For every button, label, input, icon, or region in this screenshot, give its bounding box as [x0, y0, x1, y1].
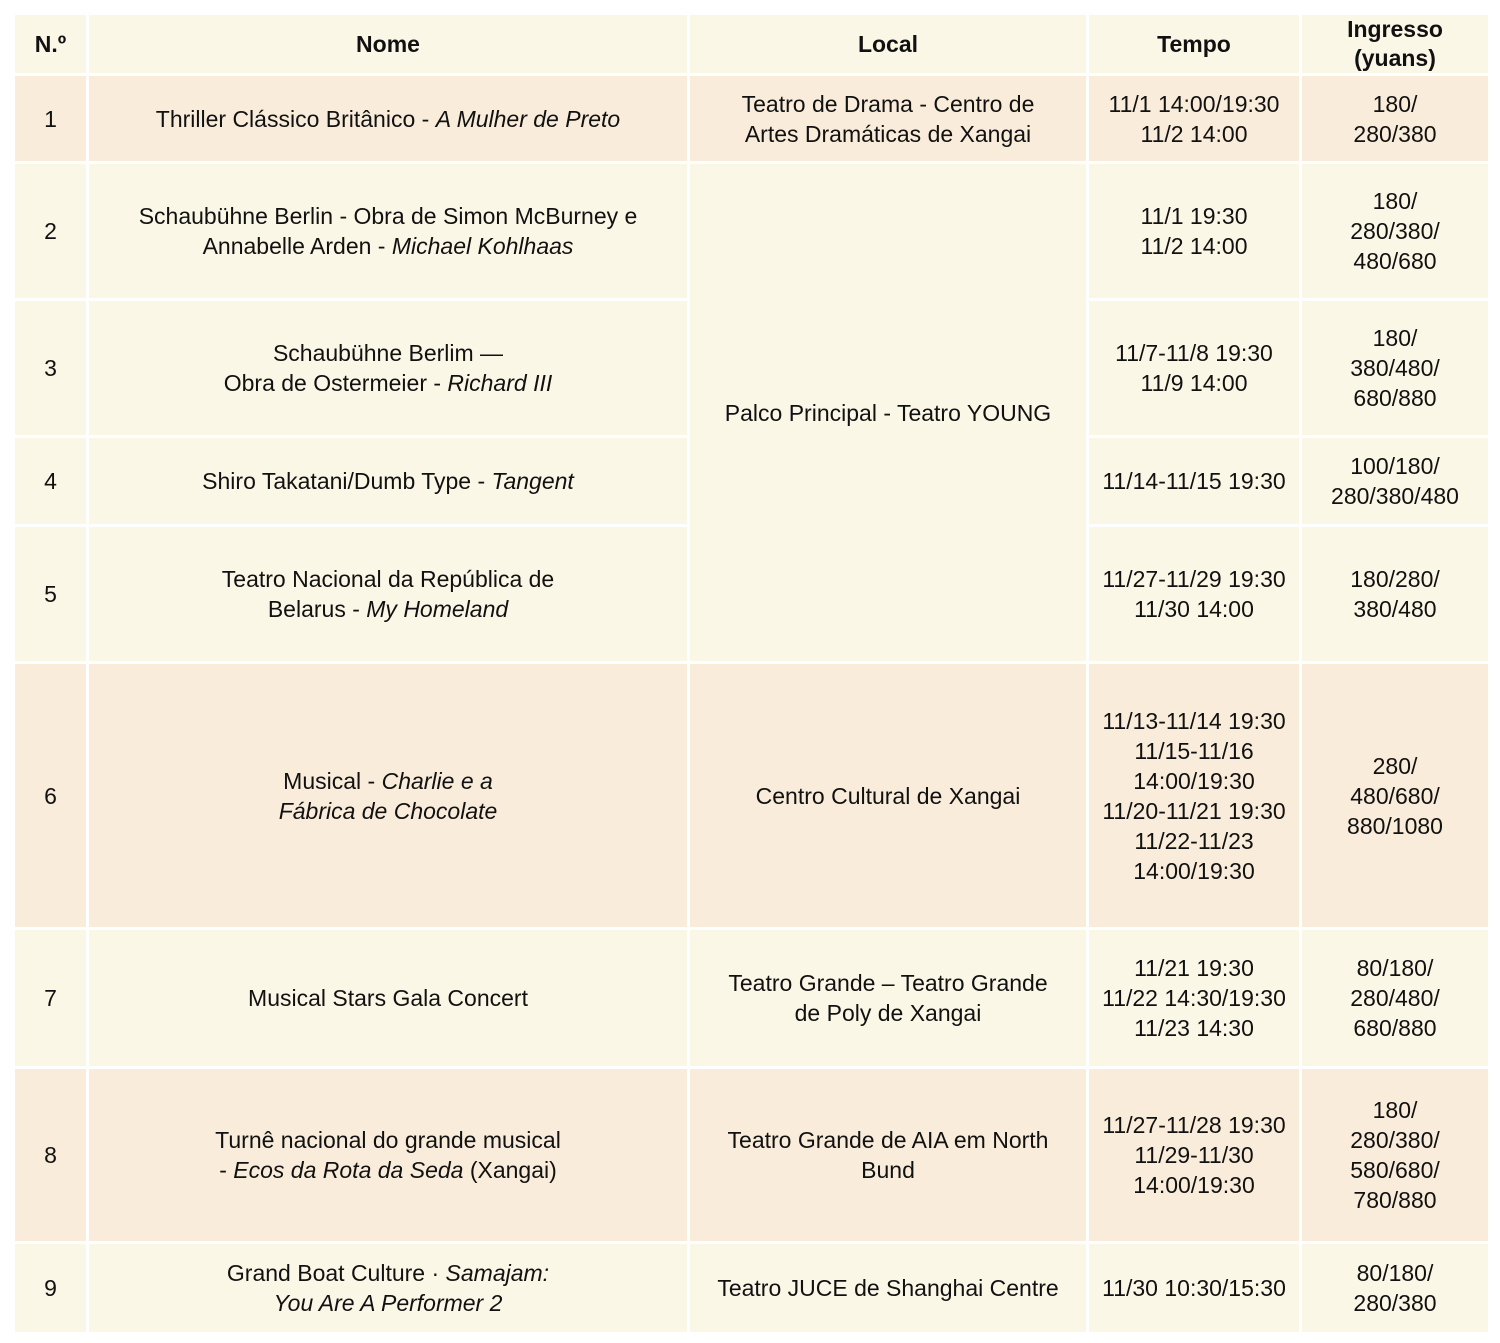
- ticket-prices: [1301, 75, 1490, 163]
- ticket-prices: [1301, 163, 1490, 300]
- ticket-prices: [1301, 663, 1490, 929]
- header-row: [14, 14, 1490, 75]
- time-line: 11/30 14:00: [1134, 596, 1254, 622]
- show-name: [88, 437, 689, 526]
- header-ingresso: [1301, 14, 1490, 75]
- ticket-prices: [1301, 526, 1490, 663]
- venue: [689, 1243, 1088, 1334]
- venue-line: de Poly de Xangai: [794, 1000, 982, 1026]
- show-name-text: -: [219, 1157, 234, 1183]
- table-row: [14, 75, 1490, 163]
- time-line: 11/27-11/28 19:30: [1102, 1112, 1286, 1138]
- price-line: 280/: [1372, 752, 1418, 779]
- venue-line: Centro Cultural de Xangai: [755, 782, 1021, 809]
- venue-line: Palco Principal - Teatro YOUNG: [724, 399, 1052, 426]
- show-times: [1088, 437, 1301, 526]
- ticket-prices: [1301, 1243, 1490, 1334]
- show-name-text: Turnê nacional do grande musical: [215, 1127, 561, 1153]
- time-line: 14:00/19:30: [1133, 857, 1255, 884]
- time-line: 11/1 19:30: [1140, 203, 1248, 229]
- time-line: 14:00/19:30: [1133, 767, 1255, 794]
- time-line: 11/2 14:00: [1140, 233, 1248, 259]
- price-line: 180/: [1372, 1097, 1418, 1123]
- time-line: 11/22 14:30/19:30: [1102, 985, 1286, 1011]
- price-line: 880/1080: [1347, 812, 1443, 839]
- show-name-text: Musical Stars Gala Concert: [248, 985, 528, 1011]
- price-line: 180/: [1372, 188, 1418, 214]
- row-number: 1: [14, 75, 88, 163]
- row-number: 5: [14, 526, 88, 663]
- price-line: 280/380: [1353, 1290, 1437, 1316]
- table-row: [14, 663, 1490, 929]
- show-name: [88, 929, 689, 1068]
- time-line: 11/1 14:00/19:30: [1108, 90, 1280, 117]
- schedule-table: [12, 12, 1491, 1335]
- venue: [689, 75, 1088, 163]
- time-line: 11/29-11/30: [1134, 1142, 1254, 1168]
- row-number: 6: [14, 663, 88, 929]
- price-line: 180/: [1372, 90, 1418, 117]
- time-line: 11/27-11/29 19:30: [1102, 566, 1286, 592]
- show-title: Michael Kohlhaas: [391, 233, 574, 259]
- show-name-text: Thriller Clássico Britânico -: [155, 105, 436, 132]
- ticket-prices: [1301, 1068, 1490, 1243]
- show-name-text: Teatro Nacional da República de: [221, 566, 555, 592]
- show-name-text: (Xangai): [463, 1157, 557, 1183]
- row-number: 4: [14, 437, 88, 526]
- show-times: [1088, 663, 1301, 929]
- price-line: 480/680/: [1350, 782, 1440, 809]
- row-number: 9: [14, 1243, 88, 1334]
- venue: [689, 663, 1088, 929]
- price-line: 80/180/: [1356, 1260, 1434, 1286]
- table-row: [14, 929, 1490, 1068]
- table-row: [14, 1068, 1490, 1243]
- price-line: 680/880: [1353, 385, 1437, 411]
- show-times: [1088, 163, 1301, 300]
- ticket-prices: [1301, 300, 1490, 437]
- ticket-prices: [1301, 929, 1490, 1068]
- row-number: 2: [14, 163, 88, 300]
- venue: [689, 163, 1088, 663]
- venue-line: Teatro JUCE de Shanghai Centre: [717, 1275, 1059, 1301]
- time-line: 11/20-11/21 19:30: [1102, 797, 1286, 824]
- price-line: 80/180/: [1356, 955, 1434, 981]
- show-name-text: Annabelle Arden -: [202, 233, 392, 259]
- price-line: 480/680: [1353, 248, 1437, 274]
- time-line: 11/23 14:30: [1134, 1015, 1254, 1041]
- time-line: 11/15-11/16: [1134, 737, 1254, 764]
- show-times: [1088, 526, 1301, 663]
- show-times: [1088, 1068, 1301, 1243]
- show-name-text: Schaubühne Berlim —: [272, 340, 504, 366]
- header-local: Local: [689, 14, 1088, 75]
- time-line: 14:00/19:30: [1133, 1172, 1255, 1198]
- price-line: 280/380/: [1350, 1127, 1440, 1153]
- show-title: You Are A Performer 2: [273, 1290, 503, 1316]
- venue: [689, 1068, 1088, 1243]
- time-line: 11/30 10:30/15:30: [1102, 1275, 1286, 1301]
- price-line: 280/480/: [1350, 985, 1440, 1011]
- time-line: 11/7-11/8 19:30: [1115, 340, 1273, 366]
- venue-line: Artes Dramáticas de Xangai: [744, 120, 1032, 147]
- price-line: 180/: [1372, 325, 1418, 351]
- show-times: [1088, 75, 1301, 163]
- price-line: 100/180/: [1350, 453, 1440, 479]
- show-name-text: Grand Boat Culture ·: [226, 1260, 446, 1286]
- time-line: 11/22-11/23: [1134, 827, 1254, 854]
- show-name: [88, 526, 689, 663]
- time-line: 11/13-11/14 19:30: [1102, 707, 1286, 734]
- venue-line: Teatro Grande – Teatro Grande: [728, 970, 1048, 996]
- price-line: 380/480/: [1350, 355, 1440, 381]
- show-times: [1088, 300, 1301, 437]
- header-ingresso-line1: Ingresso: [1347, 16, 1443, 42]
- ticket-prices: [1301, 437, 1490, 526]
- price-line: 780/880: [1353, 1187, 1437, 1213]
- show-title: A Mulher de Preto: [435, 105, 621, 132]
- row-number: 7: [14, 929, 88, 1068]
- time-line: 11/2 14:00: [1140, 120, 1248, 147]
- price-line: 280/380: [1353, 120, 1437, 147]
- price-line: 580/680/: [1350, 1157, 1440, 1183]
- show-name-text: Schaubühne Berlin - Obra de Simon McBurney e: [138, 203, 638, 229]
- show-name: [88, 1243, 689, 1334]
- row-number: 8: [14, 1068, 88, 1243]
- venue-line: Teatro Grande de AIA em North: [727, 1127, 1049, 1153]
- row-number: 3: [14, 300, 88, 437]
- header-no: N.º: [14, 14, 88, 75]
- show-title: Samajam:: [445, 1260, 550, 1286]
- show-name: [88, 663, 689, 929]
- show-title: Fábrica de Chocolate: [278, 797, 498, 824]
- price-line: 380/480: [1353, 596, 1437, 622]
- show-title: Tangent: [491, 468, 574, 494]
- time-line: 11/14-11/15 19:30: [1102, 468, 1286, 494]
- time-line: 11/9 14:00: [1140, 370, 1248, 396]
- show-title: Charlie e a: [381, 767, 493, 794]
- header-tempo: Tempo: [1088, 14, 1301, 75]
- show-title: Richard III: [447, 370, 553, 396]
- venue-line: Teatro de Drama - Centro de: [741, 90, 1035, 117]
- show-name: [88, 1068, 689, 1243]
- venue-line: Bund: [861, 1157, 915, 1183]
- header-ingresso-line2: (yuans): [1354, 45, 1436, 71]
- show-name-text: Musical -: [283, 767, 382, 794]
- table-row: [14, 1243, 1490, 1334]
- show-name-text: Belarus -: [267, 596, 367, 622]
- show-name: [88, 300, 689, 437]
- show-title: My Homeland: [366, 596, 509, 622]
- header-nome: Nome: [88, 14, 689, 75]
- venue: [689, 929, 1088, 1068]
- table-row: [14, 163, 1490, 300]
- time-line: 11/21 19:30: [1134, 955, 1254, 981]
- price-line: 680/880: [1353, 1015, 1437, 1041]
- show-times: [1088, 1243, 1301, 1334]
- show-title: Ecos da Rota da Seda: [233, 1157, 464, 1183]
- show-name: [88, 75, 689, 163]
- show-name-text: Shiro Takatani/Dumb Type -: [202, 468, 492, 494]
- price-line: 280/380/480: [1331, 483, 1459, 509]
- price-line: 280/380/: [1350, 218, 1440, 244]
- show-name-text: Obra de Ostermeier -: [223, 370, 448, 396]
- show-times: [1088, 929, 1301, 1068]
- price-line: 180/280/: [1350, 566, 1440, 592]
- show-name: [88, 163, 689, 300]
